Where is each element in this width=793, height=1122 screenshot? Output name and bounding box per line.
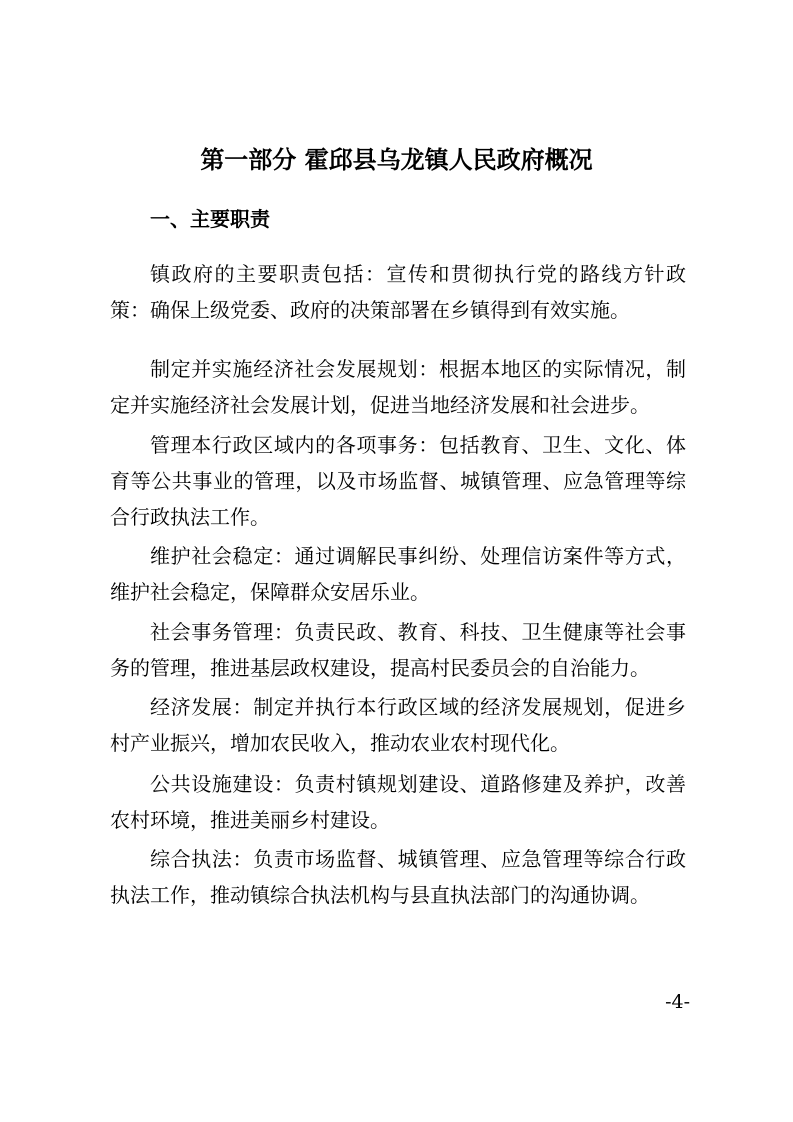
paragraph-main-duties: 镇政府的主要职责包括：宣传和贯彻执行党的路线方针政策：确保上级党委、政府的决策部署在乡镇得到有效实施。 <box>110 262 686 322</box>
paragraph-administrative-affairs: 管理本行政区域内的各项事务：包括教育、卫生、文化、体育等公共事业的管理，以及市场监督、城镇管理、应急管理等综合行政执法工作。 <box>110 433 686 529</box>
page-title: 第一部分 霍邱县乌龙镇人民政府概况 <box>200 146 593 174</box>
paragraph-social-stability: 维护社会稳定：通过调解民事纠纷、处理信访案件等方式，维护社会稳定，保障群众安居乐业。 <box>110 544 686 604</box>
paragraph-economic-development: 经济发展：制定并执行本行政区域的经济发展规划，促进乡村产业振兴，增加农民收入，推动农业农村现代化。 <box>110 695 686 755</box>
paragraph-public-facilities: 公共设施建设：负责村镇规划建设、道路修建及养护，改善农村环境，推进美丽乡村建设。 <box>110 772 686 832</box>
paragraph-comprehensive-enforcement: 综合执法：负责市场监督、城镇管理、应急管理等综合行政执法工作，推动镇综合执法机构与县直执法部门的沟通协调。 <box>110 847 686 907</box>
section-heading: 一、主要职责 <box>150 207 270 231</box>
paragraph-social-affairs: 社会事务管理：负责民政、教育、科技、卫生健康等社会事务的管理，推进基层政权建设，提高村民委员会的自治能力。 <box>110 620 686 680</box>
page-number: -4- <box>665 991 690 1013</box>
paragraph-development-planning: 制定并实施经济社会发展规划：根据本地区的实际情况，制定并实施经济社会发展计划，促进当地经济发展和社会进步。 <box>110 357 686 417</box>
